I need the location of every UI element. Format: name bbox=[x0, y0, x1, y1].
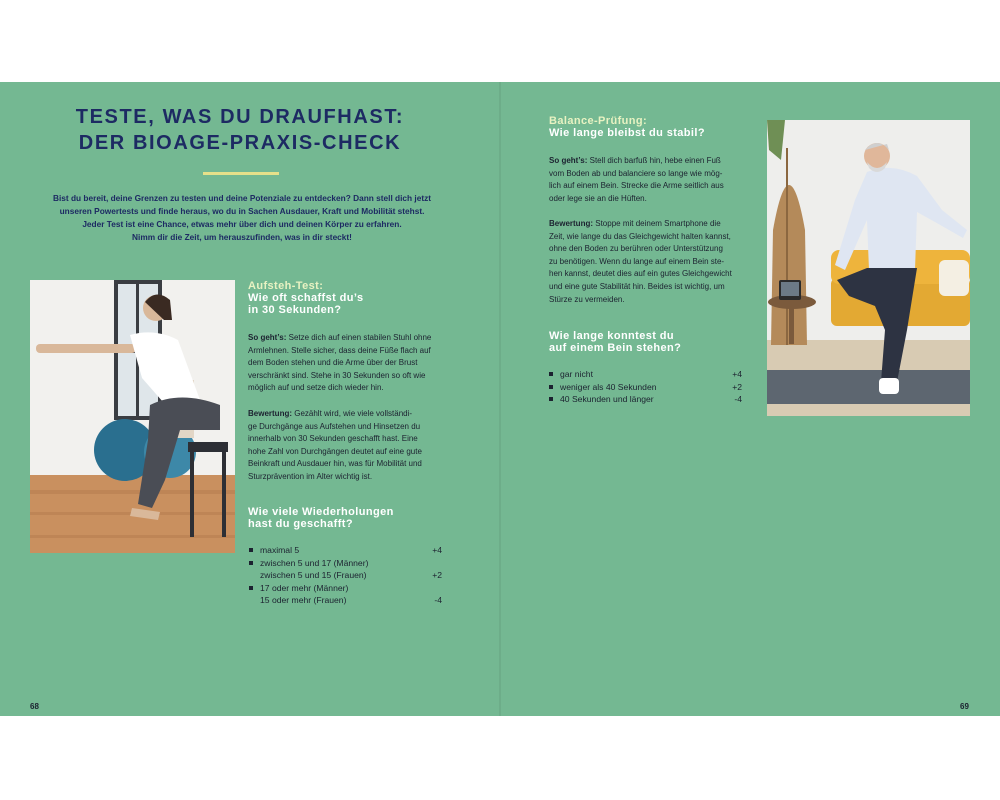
chair-squat-illustration bbox=[30, 280, 235, 553]
intro-line: Bist du bereit, deine Grenzen zu testen und deine Potenziale zu entdecken? Dann stell dich jetzt bbox=[52, 193, 432, 203]
eval-line: Zeit, wie lange du das Gleichgewicht halten kannst, bbox=[549, 231, 731, 241]
one-leg-balance-illustration bbox=[767, 120, 970, 416]
eval-line: ohne den Boden zu berühren oder Unterstützung bbox=[549, 244, 723, 254]
standup-question-line2: in 30 Sekunden? bbox=[248, 304, 342, 316]
result-text: zwischen 5 und 17 (Männer) bbox=[260, 557, 369, 568]
eval-line: Beinkraft und Ausdauer hin, was für Mobilität und bbox=[248, 459, 422, 469]
result-heading-line2: auf einem Bein stehen? bbox=[549, 342, 682, 354]
standup-result-heading bbox=[248, 506, 458, 530]
eval-line: Gezählt wird, wie viele vollständi- bbox=[294, 409, 413, 418]
intro-line: Jeder Test ist eine Chance, etwas mehr über dich und deinen Körper zu erfahren. bbox=[82, 219, 402, 229]
bullet bbox=[549, 372, 553, 376]
result-heading-line1: Wie lange konntest du bbox=[549, 330, 675, 342]
standup-question-line1: Wie oft schaffst du’s bbox=[248, 292, 364, 304]
eval-line: Sturzprävention im Alter wichtig ist. bbox=[248, 471, 373, 481]
how-line: Stell dich barfuß hin, hebe einen Fuß bbox=[589, 156, 721, 165]
eval-line: zu benötigen. Wenn du lange auf einem Bein ste- bbox=[549, 256, 725, 266]
standup-results-list bbox=[249, 544, 442, 607]
result-text: 17 oder mehr (Männer) bbox=[260, 582, 349, 593]
page-number-left: 68 bbox=[30, 702, 39, 711]
eval-line: innerhalb von 30 Sekunden geschafft hast. Eine bbox=[248, 434, 418, 444]
how-line: oder lege sie an die Hüften. bbox=[549, 193, 647, 203]
balance-evaluation bbox=[549, 218, 759, 306]
balance-how-to bbox=[549, 155, 759, 205]
list-item bbox=[549, 381, 742, 394]
balance-question: Wie lange bleibst du stabil? bbox=[549, 127, 705, 139]
result-heading-line2: hast du geschafft? bbox=[248, 518, 353, 530]
how-line: verschränkt sind. Stehe in 30 Sekunden so oft wie bbox=[248, 370, 426, 380]
title-underline bbox=[203, 172, 279, 175]
how-label: So geht’s: bbox=[549, 156, 588, 165]
eval-line: hen kannst, deutet dies auf ein gutes Gleichgewicht bbox=[549, 269, 732, 279]
standup-how-to bbox=[248, 332, 458, 395]
main-title-line1: TESTE, WAS DU DRAUFHAST: bbox=[75, 106, 405, 128]
result-points: +4 bbox=[732, 369, 742, 379]
eval-line: ge Durchgänge aus Aufstehen und Hinsetzen du bbox=[248, 421, 421, 431]
balance-photo bbox=[767, 120, 970, 416]
main-title-line2: DER BIOAGE-PRAXIS-CHECK bbox=[78, 132, 402, 154]
list-item bbox=[249, 557, 442, 582]
how-line: dem Boden stehen und die Arme über der Brust bbox=[248, 358, 418, 368]
eval-label: Bewertung: bbox=[549, 219, 593, 228]
how-line: lich auf einem Bein. Strecke die Arme seitlich aus bbox=[549, 181, 724, 191]
eval-label: Bewertung: bbox=[248, 409, 292, 418]
result-text: 15 oder mehr (Frauen) bbox=[260, 595, 347, 606]
standup-test-label: Aufsteh-Test: bbox=[248, 280, 324, 292]
result-text: zwischen 5 und 15 (Frauen) bbox=[260, 570, 367, 581]
how-line: Armlehnen. Stelle sicher, dass deine Füße flach auf bbox=[248, 345, 431, 355]
balance-test-heading bbox=[549, 115, 759, 139]
gutter bbox=[499, 82, 501, 716]
eval-line: und eine gute Stabilität hin. Beides ist wichtig, um bbox=[549, 281, 725, 291]
how-line: möglich auf und setze dich wieder hin. bbox=[248, 383, 384, 393]
main-title bbox=[40, 104, 440, 156]
result-points: +2 bbox=[732, 381, 742, 392]
page-number-right: 69 bbox=[960, 702, 969, 711]
result-text: maximal 5 bbox=[260, 545, 300, 555]
result-heading-line1: Wie viele Wiederholungen bbox=[248, 506, 394, 518]
result-points: -4 bbox=[734, 394, 742, 405]
eval-line: hohe Zahl von Durchgängen deutet auf eine gute bbox=[248, 446, 422, 456]
list-item bbox=[249, 582, 442, 607]
balance-results-list bbox=[549, 368, 742, 406]
standup-test-heading bbox=[248, 280, 458, 316]
result-text: 40 Sekunden und länger bbox=[560, 394, 654, 405]
bullet bbox=[249, 586, 253, 590]
bullet bbox=[549, 397, 553, 401]
result-points: +2 bbox=[432, 570, 442, 581]
eval-line: Stürze zu vermeiden. bbox=[549, 294, 625, 304]
how-line: Setze dich auf einen stabilen Stuhl ohne bbox=[288, 333, 432, 342]
result-text: gar nicht bbox=[560, 369, 593, 379]
list-item bbox=[549, 368, 742, 381]
list-item bbox=[549, 393, 742, 406]
chair-squat-photo bbox=[30, 280, 235, 553]
result-points: -4 bbox=[434, 595, 442, 606]
eval-line: Stoppe mit deinem Smartphone die bbox=[595, 219, 721, 228]
bullet bbox=[249, 548, 253, 552]
balance-result-heading bbox=[549, 330, 759, 354]
result-text: weniger als 40 Sekunden bbox=[560, 381, 657, 392]
list-item bbox=[249, 544, 442, 557]
result-points: +4 bbox=[432, 545, 442, 555]
intro-line: Nimm dir die Zeit, um herauszufinden, was in dir steckt! bbox=[132, 232, 352, 242]
bullet bbox=[249, 561, 253, 565]
bullet bbox=[549, 385, 553, 389]
intro-line: unseren Powertests und finde heraus, wo du in Sachen Ausdauer, Kraft und Mobilität stehst. bbox=[59, 206, 425, 216]
how-label: So geht’s: bbox=[248, 333, 287, 342]
standup-evaluation bbox=[248, 408, 458, 484]
book-spread bbox=[0, 82, 1000, 716]
balance-test-label: Balance-Prüfung: bbox=[549, 115, 648, 127]
intro-text bbox=[28, 192, 456, 244]
how-line: vom Boden ab und balanciere so lange wie mög- bbox=[549, 168, 723, 178]
